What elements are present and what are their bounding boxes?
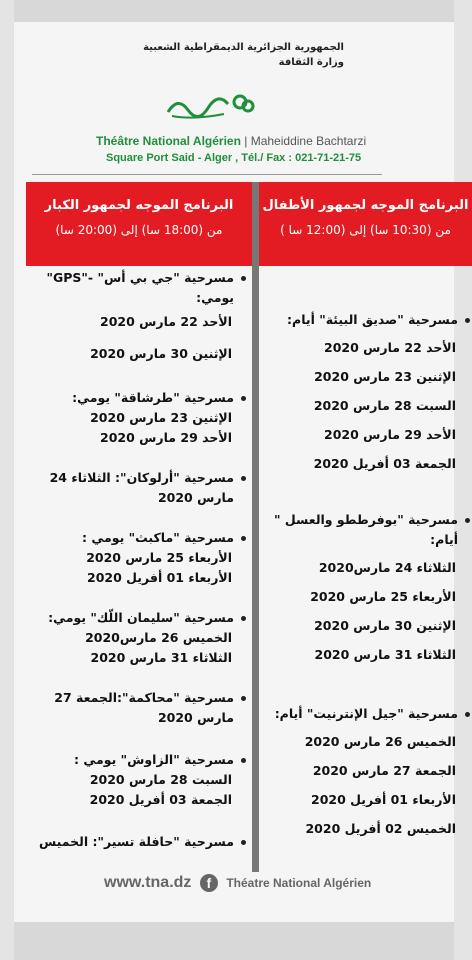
poster [14,0,469,960]
play-date: الإثنين 23 مارس 2020 [314,369,456,384]
republic-title: الجمهورية الجزائرية الديمقراطية الشعبية [143,42,344,53]
column-divider [252,182,259,872]
facebook-page-name[interactable]: Théatre National Algérien [226,876,372,890]
play-date: الأحد 22 مارس 2020 [324,340,456,355]
program-entry [28,388,246,448]
play-date: الخميس 26 مارس2020 [85,630,232,645]
footer [104,874,371,892]
play-date: الجمعة 03 أفريل 2020 [313,456,456,471]
children-program-time: من (10:30 سا) إلى (12:00 سا ) [280,223,451,237]
play-title: مسرحية "الزاوش" يومي : [28,750,246,770]
play-date: الإثنين 30 مارس 2020 [314,618,456,633]
program-entry [28,608,246,668]
play-date: الثلاثاء 24 مارس2020 [318,560,456,575]
play-date: الثلاثاء 31 مارس 2020 [314,647,456,662]
play-date: الأربعاء 01 أفريل 2020 [87,570,232,585]
theatre-name-sub: | Maheiddine Bachtarzi [244,134,367,148]
play-date: الجمعة 03 أفريل 2020 [89,792,232,807]
play-title: مسرحية "حافلة تسير": الخميس [28,832,246,852]
program-entry [28,750,246,810]
ministry-title: وزارة الثقافة [278,57,344,68]
play-date: الإثنين 23 مارس 2020 [90,410,232,425]
facebook-icon[interactable]: f [200,874,218,892]
play-date: الإثنين 30 مارس 2020 [90,346,232,361]
play-title: مسرحية "سليمان اللّك" يومي: [28,608,246,628]
play-date: الأحد 29 مارس 2020 [100,430,232,445]
play-title: مسرحية "جيل الإنترنيت" أيام: [264,704,470,724]
play-date: السبت 28 مارس 2020 [89,772,232,787]
play-title: مسرحية "صديق البيئة" أيام: [264,310,470,330]
play-title: مسرحية "بوفرططو والعسل " أيام: [264,510,470,550]
children-program-title: البرنامج الموجه لجمهور الأطفال [262,198,469,213]
ministry-header [44,40,344,70]
website-link[interactable]: www.tna.dz [104,874,192,891]
play-title: مسرحية "أرلوكان": الثلاثاء 24 مارس 2020 [28,468,246,508]
play-date: الأحد 29 مارس 2020 [324,427,456,442]
play-title: مسرحية "محاكمة":الجمعة 27 مارس 2020 [28,688,246,728]
play-title: مسرحية "ماكبث" يومي : [28,528,246,548]
bottom-band [14,922,454,960]
theatre-name-main: Théâtre National Algérien [96,134,241,148]
play-date: الخميس 02 أفريل 2020 [305,821,456,836]
play-date: السبت 28 مارس 2020 [313,398,456,413]
program-entry [264,510,470,665]
program-entry [28,528,246,588]
play-date: الجمعة 27 مارس 2020 [312,763,456,778]
adults-program-time: من (18:00 سا) إلى (20:00 سا) [55,223,223,237]
play-title: مسرحية "طرشاقة" يومي: [28,388,246,408]
top-band [14,0,454,22]
program-entry [28,688,246,728]
theatre-address: Square Port Said - Alger , Tél./ Fax : 021-71-21-75 [106,152,362,164]
program-entry [28,268,246,364]
program-entry [28,468,246,508]
play-date: الثلاثاء 31 مارس 2020 [90,650,232,665]
play-date: الأحد 22 مارس 2020 [100,314,232,329]
children-program-header [259,182,472,266]
play-date: الأربعاء 25 مارس 2020 [310,589,456,604]
program-entry [264,704,470,839]
theatre-name [96,134,366,148]
adults-program-title: البرنامج الموجه لجمهور الكبار [44,198,234,213]
play-date: الأربعاء 25 مارس 2020 [86,550,232,565]
play-date: الخميس 26 مارس 2020 [304,734,456,749]
play-title: مسرحية "جي بي أس" -"GPS" يومي: [28,268,246,308]
tna-logo-icon [164,90,254,122]
program-entry [28,832,246,852]
divider [32,174,382,175]
program-entry [264,310,470,474]
adults-program-header [26,182,252,266]
play-date: الأربعاء 01 أفريل 2020 [311,792,456,807]
